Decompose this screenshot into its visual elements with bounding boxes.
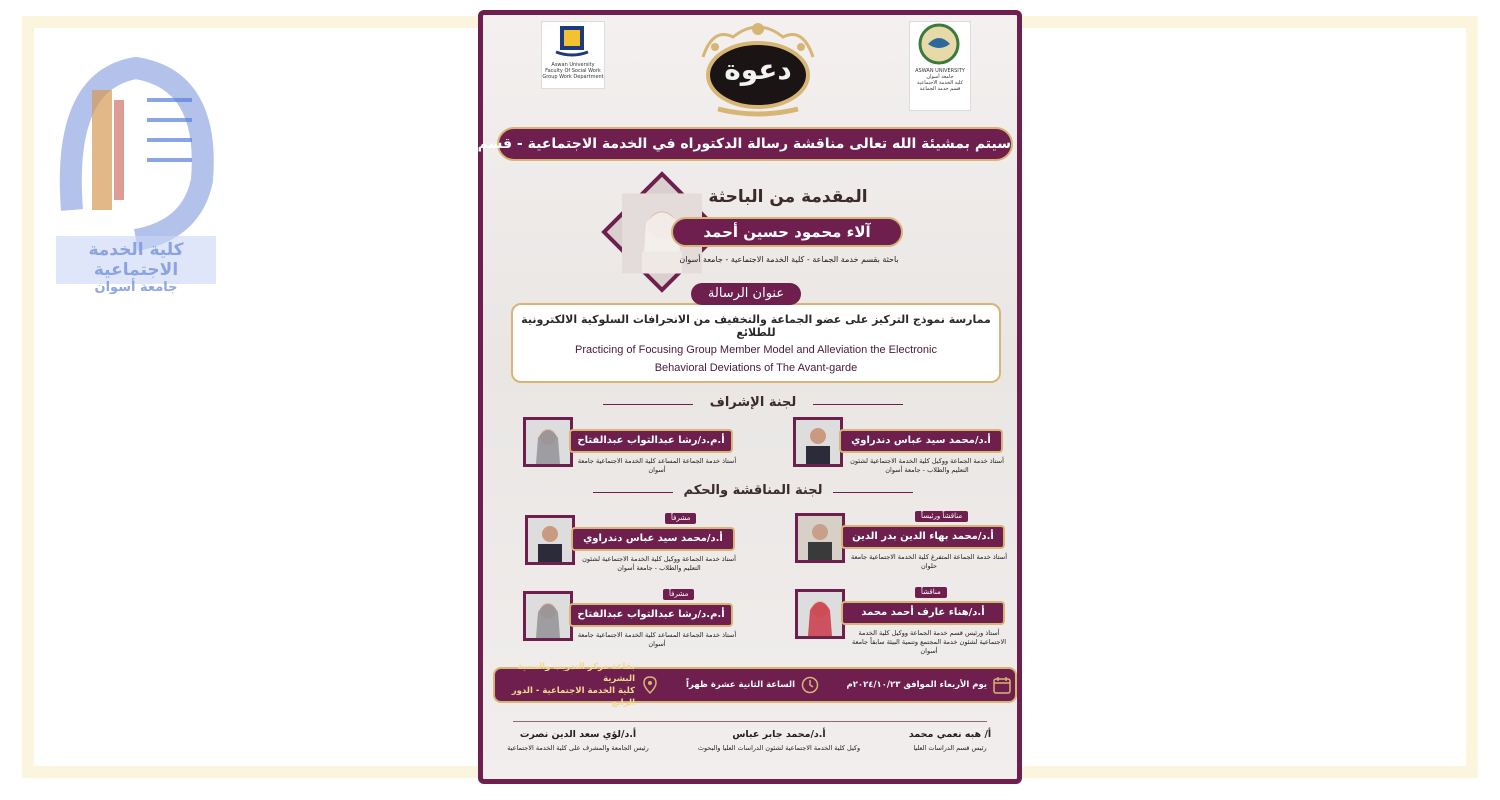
aswan-university-logo-icon <box>910 22 968 66</box>
thesis-title-english <box>543 341 969 377</box>
clock-icon <box>801 676 819 694</box>
member-name: أ.م.د/رشا عبدالتواب عبدالفتاح <box>569 429 733 453</box>
signer-name: أ/ هبه نعمي محمد <box>908 729 992 740</box>
member-description: أستاذ خدمة الجماعة ووكيل كلية الخدمة الاجتماعية لشئون التعليم والطلاب - جامعة أسوان <box>582 555 736 572</box>
thesis-title-english-line2: Behavioral Deviations of The Avant-garde <box>654 362 858 374</box>
announcement-banner: سيتم بمشيئة الله تعالى مناقشة رسالة الدكتوراه في الخدمة الاجتماعية - قسم خدمة الجماعة <box>497 127 1013 161</box>
signer-name: أ.د/لؤي سعد الدين نصرت <box>519 729 637 740</box>
member-photo <box>795 513 845 563</box>
examination-heading <box>593 483 913 498</box>
member-role: مناقشاً <box>915 587 947 598</box>
right-logo-caption-3: كلية الخدمة الاجتماعية <box>917 80 963 86</box>
emblem-text: دعوة <box>724 53 792 86</box>
signers-divider <box>513 721 987 722</box>
member-photo <box>793 417 843 467</box>
member-name: أ.د/محمد سيد عباس دندراوي <box>571 527 735 551</box>
signer-name: أ.د/محمد جابر عباس <box>732 729 826 740</box>
member-photo <box>523 417 573 467</box>
member-description: أستاذ خدمة الجماعة ووكيل كلية الخدمة الاجتماعية لشئون التعليم والطلاب - جامعة أسوان <box>850 457 1004 474</box>
signer-title: رئيس قسم الدراسات العليا <box>913 744 987 752</box>
member-photo <box>523 591 573 641</box>
faculty-logo-icon <box>52 40 220 295</box>
signer-2 <box>679 729 879 752</box>
right-logo-caption-2: جامعة أسوان <box>926 74 954 80</box>
member-photo <box>795 589 845 639</box>
supervision-heading <box>603 395 903 410</box>
member-photo <box>525 515 575 565</box>
event-place <box>495 662 659 708</box>
watermark-text-2: جامعة أسوان <box>94 280 178 295</box>
event-place-line2: كلية الخدمة الاجتماعية - الدور الرابع <box>511 686 635 708</box>
examiner-card-1 <box>795 513 1013 575</box>
signers-section <box>483 715 1017 765</box>
location-pin-icon <box>641 676 659 694</box>
event-place-line1: بقاعة مركز التدريب والتنمية البشرية <box>517 662 635 684</box>
examination-heading-text: لجنة المناقشة والحكم <box>683 483 823 498</box>
invitation-poster <box>379 10 1022 784</box>
member-description: أستاذ خدمة الجماعة المساعد كلية الخدمة الاجتماعية جامعة أسوان <box>577 631 737 648</box>
event-time <box>679 669 819 701</box>
calendar-icon <box>993 676 1011 694</box>
event-date-text: يوم الأربعاء الموافق ٢٠٢٤/١٠/٢٣م <box>846 680 987 690</box>
member-name: أ.د/محمد بهاء الدين بدر الدين <box>841 525 1005 549</box>
member-role: مناقشاً ورئيساً <box>915 511 968 522</box>
signer-1 <box>895 729 1005 752</box>
event-info-bar <box>493 662 1017 708</box>
member-role: مشرفاً <box>665 513 696 524</box>
member-description: أستاذ ورئيس قسم خدمة الجماعة ووكيل كلية الخدمة الاجتماعية لشئون خدمة المجتمع وتنمية البيئة سابقاً جامعة أسوان <box>851 629 1007 655</box>
thesis-label: عنوان الرسالة <box>691 283 801 305</box>
member-name: أ.د/محمد سيد عباس دندراوي <box>839 429 1003 453</box>
supervisor-card-2 <box>523 417 741 479</box>
supervisor-card-1 <box>793 417 1011 479</box>
left-logo-caption-2: Faculty Of Social Work <box>545 68 601 74</box>
signer-title: وكيل كلية الخدمة الاجتماعية لشئون الدراسات العليا والبحوث <box>697 744 861 752</box>
supervision-heading-text: لجنة الإشراف <box>709 395 797 410</box>
signer-title: رئيس الجامعة والمشرف على كلية الخدمة الاجتماعية <box>507 744 649 752</box>
presenter-label: المقدمة من الباحثة <box>708 187 868 207</box>
invitation-emblem <box>693 17 823 119</box>
faculty-logo <box>909 21 971 111</box>
department-logo <box>541 21 605 89</box>
member-role: مشرفاً <box>663 589 694 600</box>
left-logo-caption-1: Aswan University <box>551 62 595 68</box>
thesis-box <box>511 303 1001 383</box>
examiner-card-4 <box>523 591 741 653</box>
signer-3 <box>493 729 663 752</box>
presenter-name: آلاء محمود حسين أحمد <box>671 217 903 247</box>
university-logo-icon <box>542 22 602 60</box>
event-time-text: الساعة الثانية عشرة ظهراً <box>686 680 795 690</box>
presenter-subtitle: باحثة بقسم خدمة الجماعة - كلية الخدمة الاجتماعية - جامعة أسوان <box>679 255 899 264</box>
member-name: أ.د/هناء عارف أحمد محمد <box>841 601 1005 625</box>
right-logo-caption-4: قسم خدمة الجماعة <box>919 86 961 92</box>
event-date <box>841 669 1011 701</box>
left-logo-caption-3: Group Work Department <box>542 74 604 80</box>
member-description: أستاذ خدمة الجماعة المتفرغ كلية الخدمة الاجتماعية جامعة حلوان <box>851 553 1007 570</box>
member-name: أ.م.د/رشا عبدالتواب عبدالفتاح <box>569 603 733 627</box>
member-description: أستاذ خدمة الجماعة المساعد كلية الخدمة الاجتماعية جامعة أسوان <box>577 457 737 474</box>
thesis-title-arabic: ممارسة نموذج التركيز على عضو الجماعة والتخفيف من الانحرافات السلوكية الالكترونية للطلائع <box>521 313 991 339</box>
examiner-card-3 <box>795 588 1013 655</box>
examiner-card-2 <box>525 515 743 577</box>
right-logo-caption-1: ASWAN UNIVERSITY <box>915 68 965 74</box>
watermark-text-1: كلية الخدمة الاجتماعية <box>88 240 184 280</box>
thesis-title-english-line1: Practicing of Focusing Group Member Model and Alleviation the Electronic <box>575 344 937 356</box>
